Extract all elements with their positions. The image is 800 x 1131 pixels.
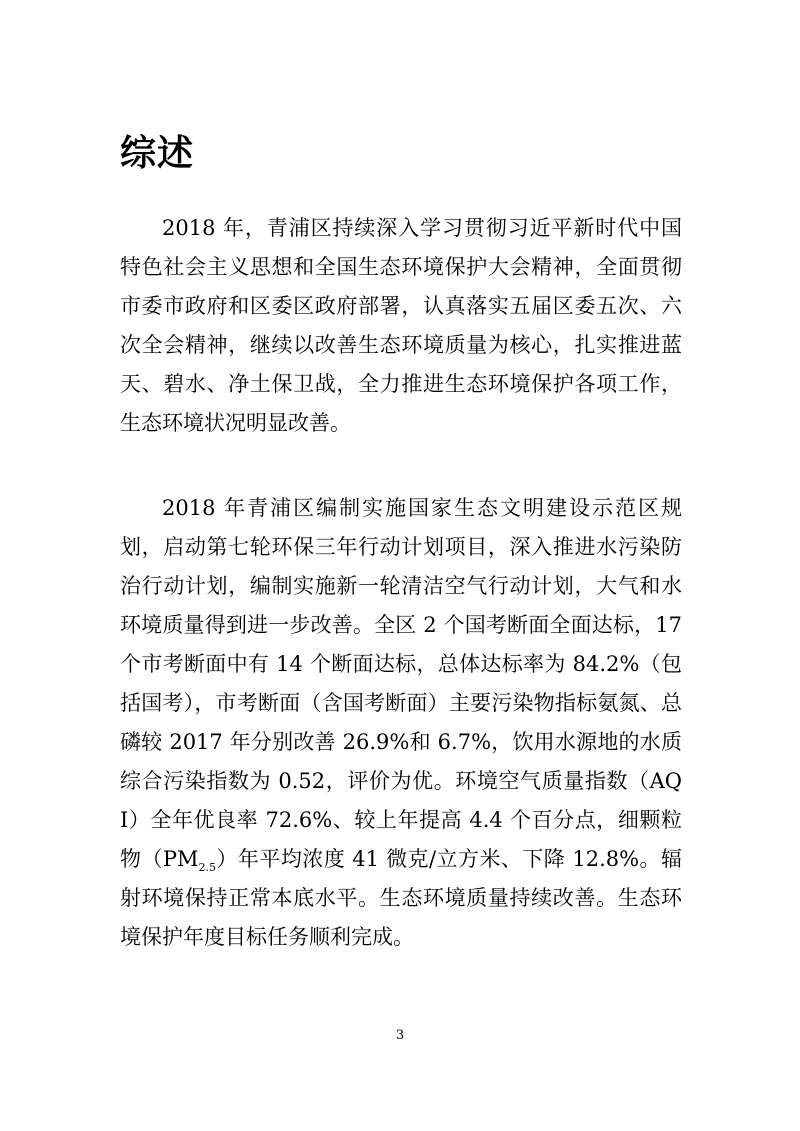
paragraph-details — [120, 489, 682, 957]
document-title: 综述 — [120, 133, 195, 174]
paragraph-details-text-1: 2018 年青浦区编制实施国家生态文明建设示范区规划，启动第七轮环保三年行动计划项目，深入推进水污染防治行动计划，编制实施新一轮清洁空气行动计划，大气和水环境质量得到进一步改善。全区 2 个国考断面全面达标，17 个市考断面中有 14 个断面达标，总体达标率为 84.2%（包括国考），市考断面（含国考断面）主要污染物指标氨氮、总磷较 2017 年分别改善 26.9%和 6.7%，饮用水源地的水质综合污染指数为 0.52，评价为优。环境空气质量指数（AQI）全年优良率 72.6%、较上年提高 4.4 个百分点，细颗粒物（PM — [120, 496, 682, 871]
page-number: 3 — [395, 1028, 405, 1043]
paragraph-details-text-2: ）年平均浓度 41 微克/立方米、下降 12.8%。辐射环境保持正常本底水平。生态环境质量持续改善。生态环境保护年度目标任务顺利完成。 — [120, 847, 682, 949]
paragraph-overview: 2018 年，青浦区持续深入学习贯彻习近平新时代中国特色社会主义思想和全国生态环境保护大会精神，全面贯彻市委市政府和区委区政府部署，认真落实五届区委五次、六次全会精神，继续以改善生态环境质量为核心，扎实推进蓝天、碧水、净土保卫战，全力推进生态环境保护各项工作，生态环境状况明显改善。 — [120, 216, 682, 435]
pm-subscript: 2.5 — [198, 861, 217, 875]
